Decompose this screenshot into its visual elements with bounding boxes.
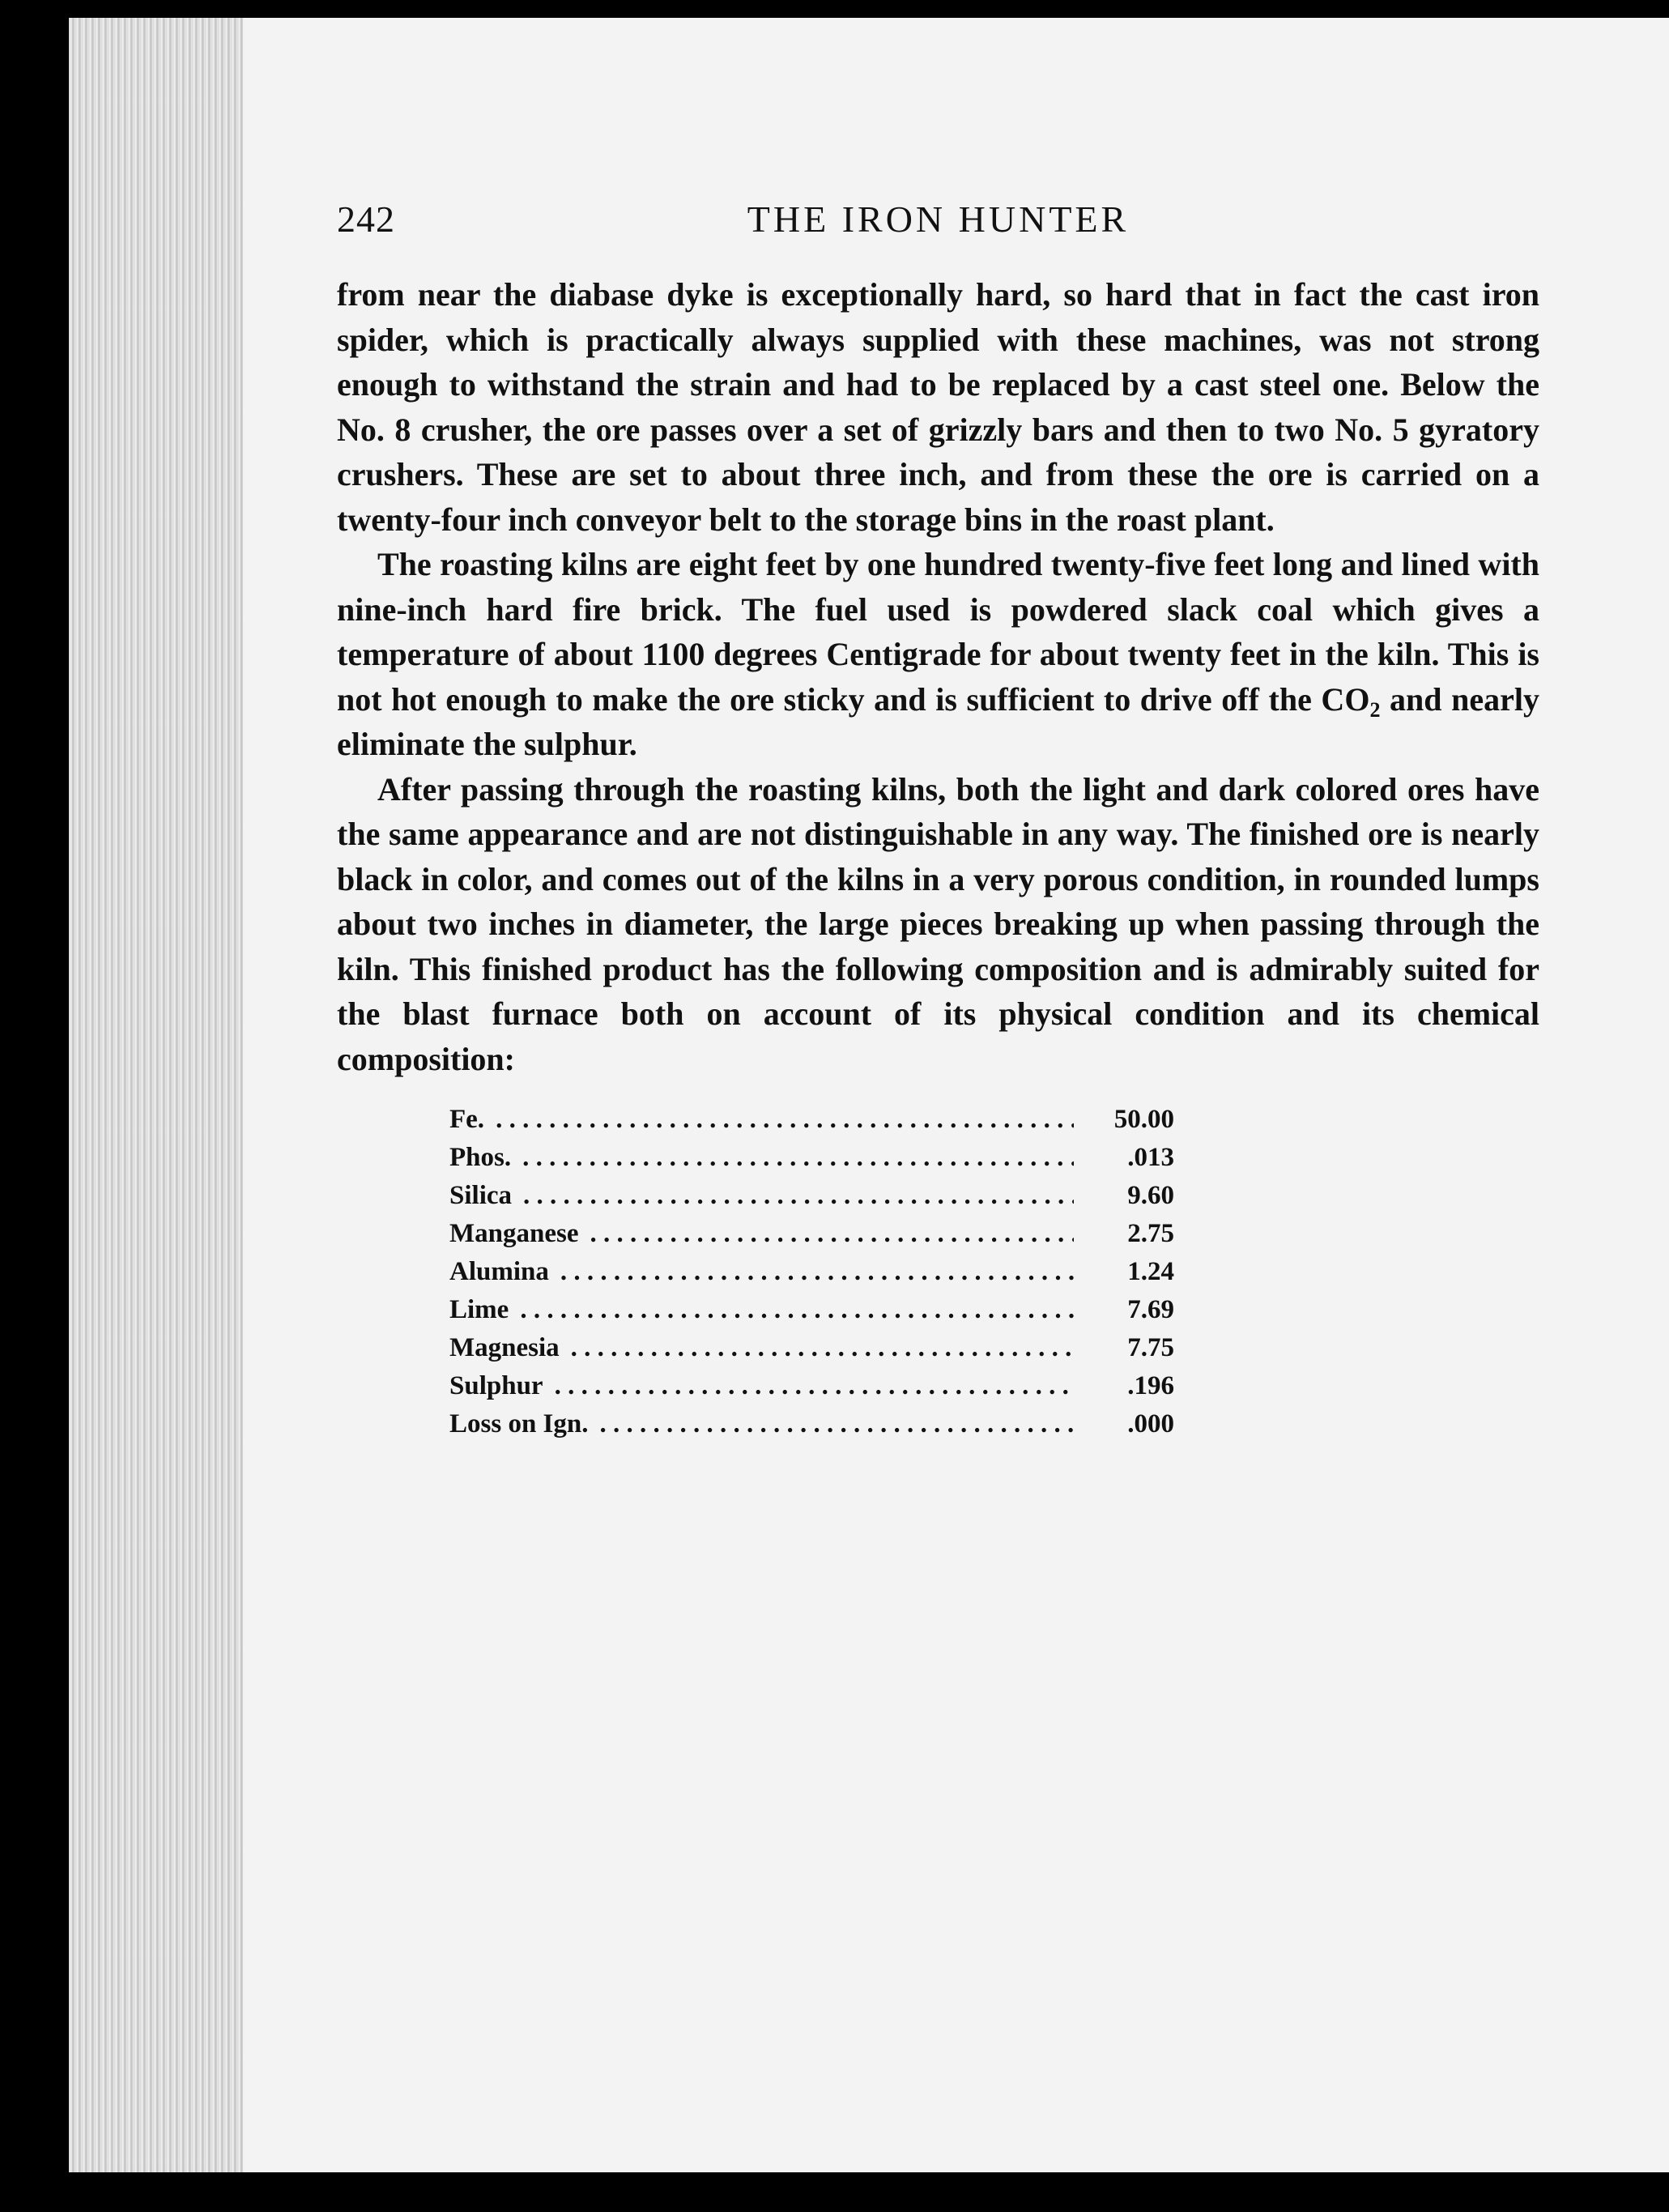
composition-row <box>449 1367 1174 1405</box>
paragraph-2-text: The roasting kilns are eight feet by one hundred twenty-five feet long and lined with nine-inch hard fire brick. The fuel used is powdered slack coal which gives a temperature of about 1100 degrees Centigrade for about twenty feet in the kiln. This is not hot enough to make the ore sticky and is sufficient to drive off the CO <box>337 546 1539 718</box>
composition-label: Alumina <box>449 1257 549 1286</box>
composition-label: Magnesia <box>449 1333 560 1362</box>
composition-value: 1.24 <box>1127 1257 1174 1286</box>
dot-leader <box>520 1291 1074 1329</box>
composition-row <box>449 1405 1174 1443</box>
book-page-edges <box>69 18 255 2172</box>
paragraph-2-tail: and nearly eliminate the sulphur. <box>337 680 1539 762</box>
co2-subscript: 2 <box>1369 697 1381 722</box>
composition-label: Fe. <box>449 1105 485 1134</box>
composition-table <box>449 1101 1174 1443</box>
running-head <box>337 198 1539 254</box>
composition-value: 7.69 <box>1127 1295 1174 1324</box>
composition-row <box>449 1215 1174 1253</box>
dot-leader <box>496 1101 1074 1139</box>
composition-value: 9.60 <box>1127 1181 1174 1210</box>
composition-row <box>449 1139 1174 1177</box>
composition-value: .013 <box>1127 1143 1174 1172</box>
composition-value: 7.75 <box>1127 1333 1174 1362</box>
composition-value: .196 <box>1127 1371 1174 1400</box>
composition-row <box>449 1291 1174 1329</box>
composition-row <box>449 1253 1174 1291</box>
page-number: 242 <box>337 198 395 240</box>
composition-label: Loss on Ign. <box>449 1409 589 1438</box>
dot-leader <box>522 1139 1074 1177</box>
paragraph-2 <box>337 542 1539 767</box>
paragraph-3: After passing through the roasting kilns, both the light and dark colored ores have the same appearance and are not distinguishable in any way. The finished ore is nearly black in color, and comes out of the kilns in a very porous condition, in rounded lumps about two inches in diameter, the large pieces breaking up when passing through the kiln. This finished product has the following composition and is admirably suited for the blast furnace both on account of its physical condition and its chemical composition: <box>337 770 1539 1077</box>
composition-row <box>449 1101 1174 1139</box>
composition-value: 50.00 <box>1113 1105 1174 1134</box>
composition-label: Manganese <box>449 1219 579 1248</box>
dot-leader <box>560 1253 1074 1291</box>
composition-row <box>449 1177 1174 1215</box>
composition-value: .000 <box>1127 1409 1174 1438</box>
composition-label: Phos. <box>449 1143 512 1172</box>
dot-leader <box>590 1215 1075 1253</box>
composition-value: 2.75 <box>1127 1219 1174 1248</box>
dot-leader <box>600 1405 1075 1443</box>
composition-label: Silica <box>449 1181 513 1210</box>
dot-leader <box>555 1367 1074 1405</box>
page-content <box>337 198 1539 1443</box>
composition-row <box>449 1329 1174 1367</box>
dot-leader <box>523 1177 1074 1215</box>
composition-label: Sulphur <box>449 1371 543 1400</box>
composition-label: Lime <box>449 1295 509 1324</box>
dot-leader <box>571 1329 1074 1367</box>
paragraph-1: from near the diabase dyke is exceptionally hard, so hard that in fact the cast iron spider, which is practically always supplied with these machines, was not strong enough to withstand the strain and had to be replaced by a cast steel one. Below the No. 8 crusher, the ore passes over a set of grizzly bars and then to two No. 5 gyratory crushers. These are set to about three inch, and from these the ore is carried on a twenty-four inch conveyor belt to the storage bins in the roast plant. <box>337 276 1539 538</box>
running-title: THE IRON HUNTER <box>747 198 1130 240</box>
